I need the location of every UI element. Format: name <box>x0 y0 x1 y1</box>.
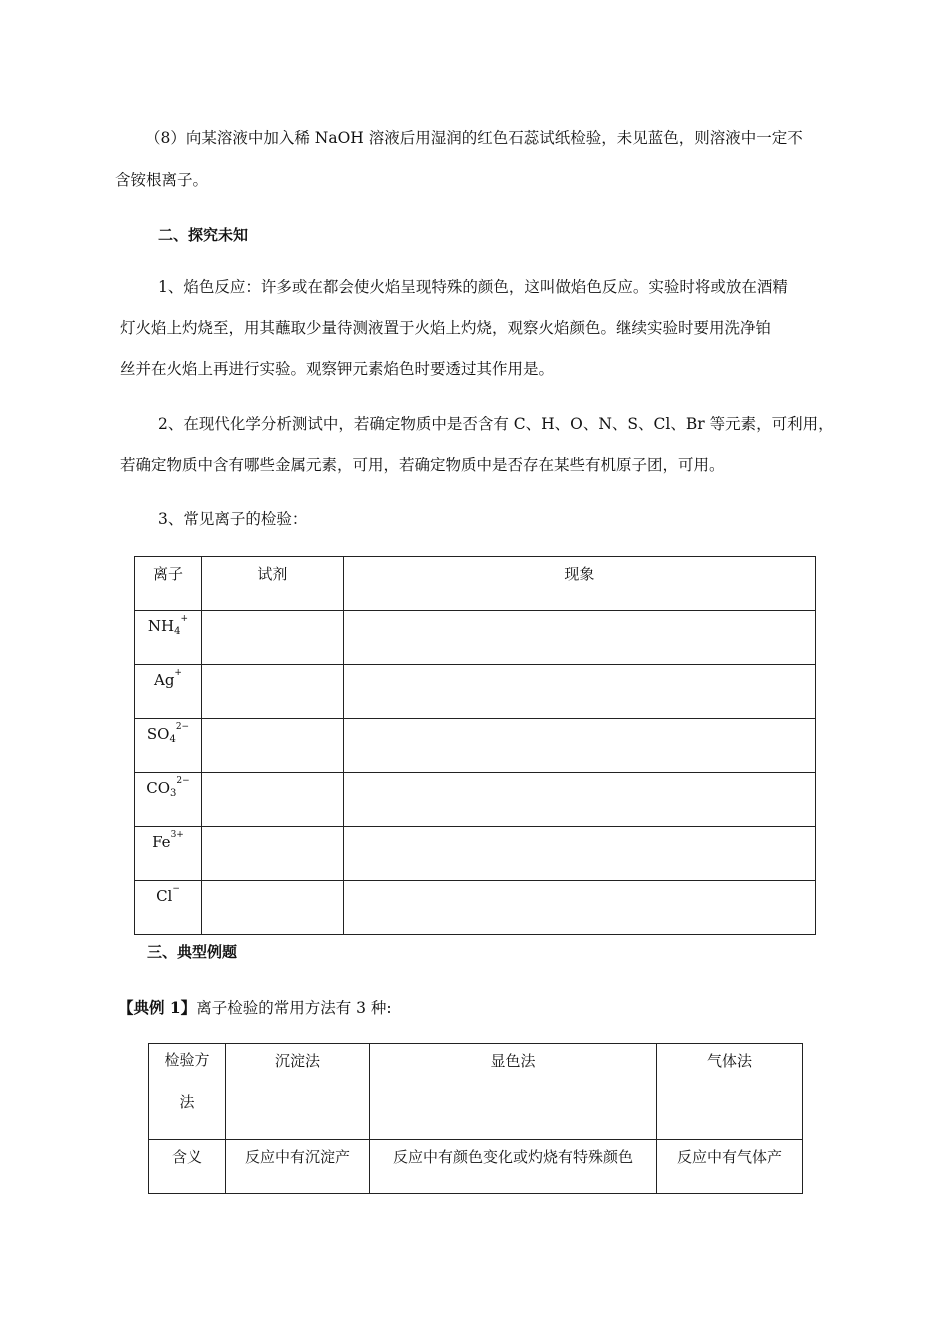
ion-cell: Ag+ <box>135 665 202 719</box>
item1-line2: 灯火焰上灼烧至，用其蘸取少量待测液置于火焰上灼烧，观察火焰颜色。继续实验时要用洗净铂 <box>120 319 772 337</box>
phenomenon-header: 现象 <box>343 557 815 611</box>
gas-meaning: 反应中有气体产 <box>657 1140 803 1194</box>
gas-header: 气体法 <box>657 1044 803 1140</box>
reagent-cell[interactable] <box>201 827 343 881</box>
ion-cell: $CO_3^{2-}$ <box>135 773 202 827</box>
table-row <box>135 773 816 827</box>
meaning-label: 含义 <box>149 1140 226 1194</box>
item2-line1: 2、在现代化学分析测试中，若确定物质中是否含有 C、H、O、N、S、Cl、Br 等元素，可利用， <box>158 415 834 433</box>
phenomenon-cell[interactable] <box>343 719 815 773</box>
phenomenon-cell[interactable] <box>343 611 815 665</box>
section3-heading: 三、典型例题 <box>147 943 238 961</box>
section2-heading: 二、探究未知 <box>158 226 249 244</box>
item2-line2: 若确定物质中含有哪些金属元素，可用，若确定物质中是否存在某些有机原子团，可用。 <box>120 456 725 474</box>
reagent-header: 试剂 <box>201 557 343 611</box>
table-row <box>135 665 816 719</box>
precipitation-meaning: 反应中有沉淀产 <box>226 1140 370 1194</box>
ion-table <box>134 556 816 935</box>
table-row <box>135 719 816 773</box>
precipitation-header: 沉淀法 <box>226 1044 370 1140</box>
phenomenon-cell[interactable] <box>343 881 815 935</box>
method-table <box>148 1043 803 1194</box>
example1-line <box>118 998 392 1018</box>
item3-title: 3、常见离子的检验： <box>158 510 308 528</box>
phenomenon-cell[interactable] <box>343 827 815 881</box>
reagent-cell[interactable] <box>201 665 343 719</box>
ion-cell: $NH_4^+$ <box>135 611 202 665</box>
reagent-cell[interactable] <box>201 881 343 935</box>
color-meaning: 反应中有颜色变化或灼烧有特殊颜色 <box>370 1140 657 1194</box>
example1-text: 离子检验的常用方法有 3 种: <box>196 999 392 1017</box>
phenomenon-cell[interactable] <box>343 665 815 719</box>
ion-header: 离子 <box>135 557 202 611</box>
table-row <box>149 1140 803 1194</box>
method-header-line1: 检验方 <box>164 1051 210 1069</box>
phenomenon-cell[interactable] <box>343 773 815 827</box>
ion-cell: $SO_4^{2-}$ <box>135 719 202 773</box>
reagent-cell[interactable] <box>201 611 343 665</box>
item1-line3: 丝并在火焰上再进行实验。观察钾元素焰色时要透过其作用是。 <box>120 360 555 378</box>
color-header: 显色法 <box>370 1044 657 1140</box>
example1-tag: 【典例 1】 <box>118 998 197 1017</box>
table-row <box>135 881 816 935</box>
para8-line2: 含铵根离子。 <box>115 171 209 189</box>
reagent-cell[interactable] <box>201 773 343 827</box>
para8-line1: （8）向某溶液中加入稀 NaOH 溶液后用湿润的红色石蕊试纸检验，未见蓝色，则溶液中一定不 <box>145 129 803 147</box>
ion-cell: Cl− <box>135 881 202 935</box>
table-row <box>135 611 816 665</box>
item1-line1: 1、焰色反应：许多或在都会使火焰呈现特殊的颜色，这叫做焰色反应。实验时将或放在酒精 <box>158 278 788 296</box>
ion-cell: $Fe^{3+}$ <box>135 827 202 881</box>
reagent-cell[interactable] <box>201 719 343 773</box>
method-header-cell <box>149 1044 226 1140</box>
table-row <box>135 827 816 881</box>
method-header-line2: 法 <box>179 1093 195 1111</box>
